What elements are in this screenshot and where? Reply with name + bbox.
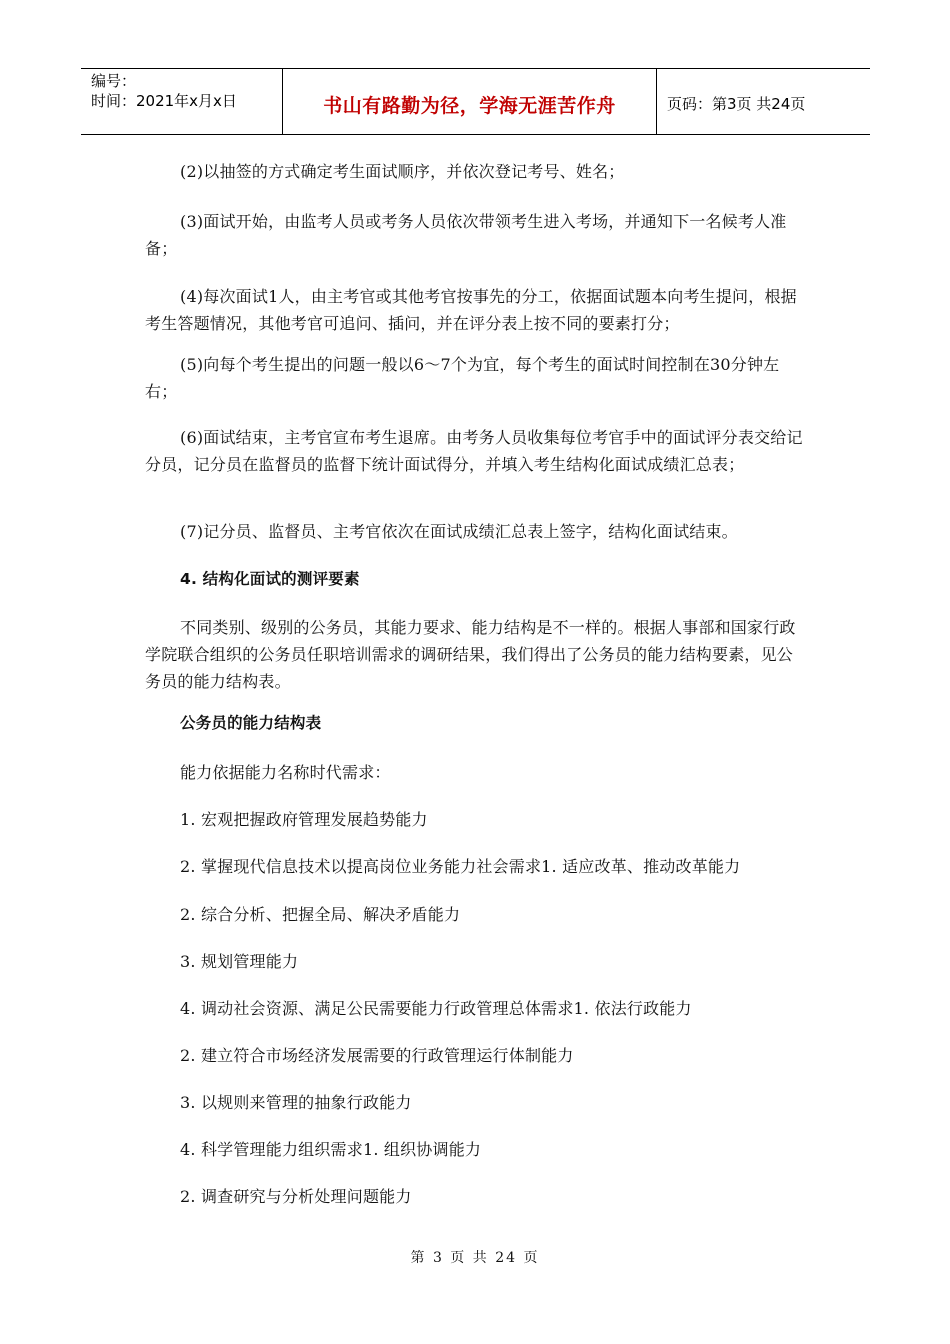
table-title: 公务员的能力结构表 <box>180 714 322 732</box>
list-item: 3. 以规则来管理的抽象行政能力 <box>180 1093 412 1112</box>
paragraph-step-7: (7)记分员、监督员、主考官依次在面试成绩汇总表上签字，结构化面试结束。 <box>180 522 738 541</box>
paragraph-step-6: (6)面试结束，主考官宣布考生退席。由考务人员收集每位考官手中的面试评分表交给记分员，记分员在监督员的监督下统计面试得分，并填入考生结构化面试成绩汇总表； <box>145 428 803 474</box>
list-item: 2. 调查研究与分析处理问题能力 <box>180 1187 412 1206</box>
header-meta <box>91 71 237 111</box>
paragraph-step-3: (3)面试开始，由监考人员或考务人员依次带领考生进入考场，并通知下一名候考人准备； <box>145 212 787 258</box>
list-item: 3. 规划管理能力 <box>180 952 299 971</box>
header-page-info: 页码：第3页 共24页 <box>667 95 806 113</box>
document-number-label: 编号： <box>91 72 137 90</box>
list-item: 4. 科学管理能力组织需求1. 组织协调能力 <box>180 1140 482 1159</box>
paragraph-step-5: (5)向每个考生提出的问题一般以6～7个为宜，每个考生的面试时间控制在30分钟左右； <box>145 355 780 401</box>
section-heading: 4. 结构化面试的测评要素 <box>180 570 360 588</box>
list-header: 能力依据能力名称时代需求： <box>180 763 391 782</box>
page-footer: 第 3 页 共 24 页 <box>410 1250 540 1266</box>
page-header <box>81 68 870 135</box>
header-divider-right <box>656 69 657 134</box>
list-item: 2. 掌握现代信息技术以提高岗位业务能力社会需求1. 适应改革、推动改革能力 <box>180 857 741 876</box>
document-date-label: 时间：2021年x月x日 <box>91 92 237 110</box>
list-item: 2. 综合分析、把握全局、解决矛盾能力 <box>180 905 461 924</box>
paragraph-step-2: (2)以抽签的方式确定考生面试顺序，并依次登记考号、姓名； <box>180 162 625 181</box>
list-item: 1. 宏观把握政府管理发展趋势能力 <box>180 810 428 829</box>
paragraph-step-4: (4)每次面试1人，由主考官或其他考官按事先的分工，依据面试题本向考生提问，根据考生答题情况，其他考官可追问、插问，并在评分表上按不同的要素打分； <box>145 287 797 333</box>
header-motto: 书山有路勤为径，学海无涯苦作舟 <box>323 95 616 117</box>
paragraph-intro: 不同类别、级别的公务员，其能力要求、能力结构是不一样的。根据人事部和国家行政学院联合组织的公务员任职培训需求的调研结果，我们得出了公务员的能力结构要素，见公务员的能力结构表。 <box>145 618 796 691</box>
list-item: 2. 建立符合市场经济发展需要的行政管理运行体制能力 <box>180 1046 574 1065</box>
list-item: 4. 调动社会资源、满足公民需要能力行政管理总体需求1. 依法行政能力 <box>180 999 692 1018</box>
